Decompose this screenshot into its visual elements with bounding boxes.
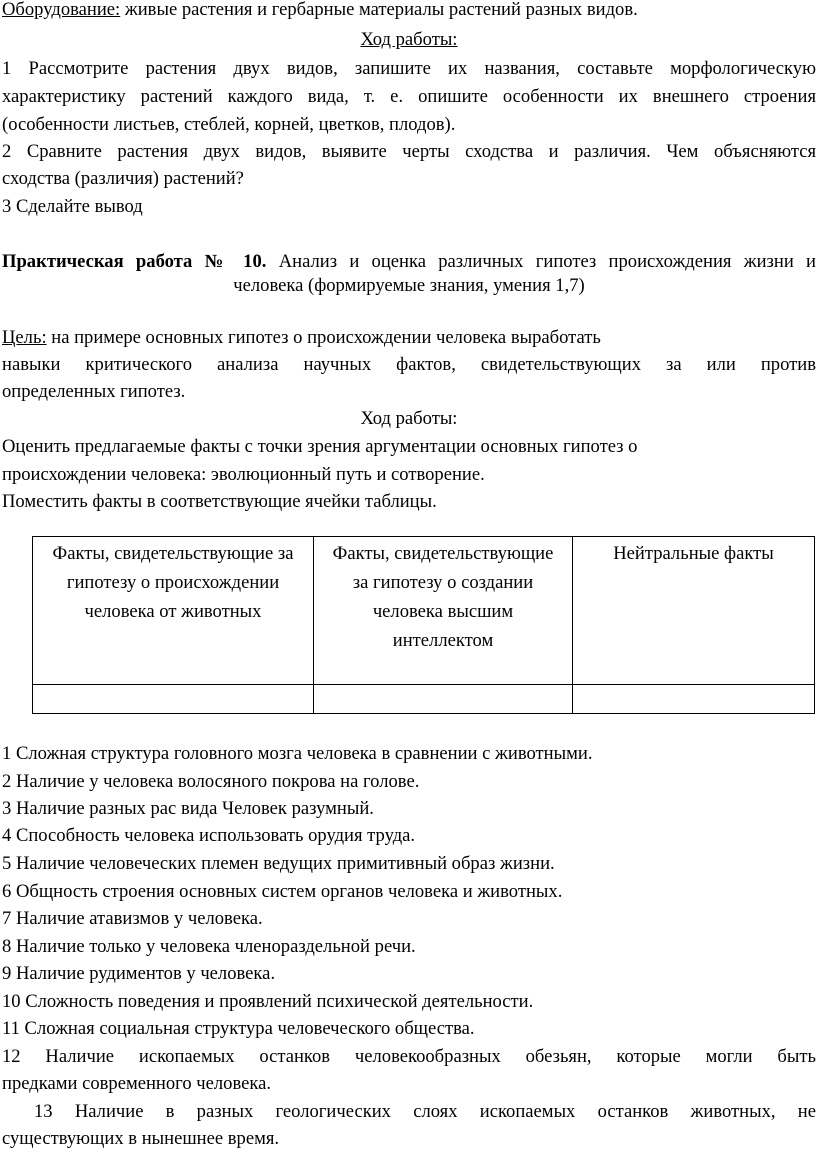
fact-item-9: 9 Наличие рудиментов у человека. (2, 963, 276, 984)
procedure-heading-1: Ход работы: (360, 29, 458, 50)
step3-line: 3 Сделайте вывод (2, 196, 143, 217)
fact-item-10: 10 Сложность поведения и проявлений психической деятельности. (2, 991, 534, 1012)
step1-line-1: 1 Рассмотрите растения двух видов, запишите их названия, составьте морфологическую (2, 58, 816, 79)
fact-item-4: 4 Способность человека использовать орудия труда. (2, 825, 416, 846)
fact-item-12-line-2: предками современного человека. (2, 1073, 272, 1094)
fact-item-5: 5 Наличие человеческих племен ведущих примитивный образ жизни. (2, 853, 555, 874)
table-row (33, 685, 815, 714)
goal-line-3: определенных гипотез. (2, 381, 186, 402)
practical-title-line-2: человека (формируемые знания, умения 1,7) (233, 275, 585, 296)
fact-item-6: 6 Общность строения основных систем органов человека и животных. (2, 881, 563, 902)
practical-title-rest: Анализ и оценка различных гипотез происхождения жизни и (266, 251, 816, 272)
step1-line-3: (особенности листьев, стеблей, корней, цветков, плодов). (2, 114, 456, 135)
procedure2-line-2: происхождении человека: эволюционный путь и сотворение. (2, 464, 485, 485)
goal-label: Цель: (2, 327, 47, 348)
facts-table (32, 536, 815, 714)
step2-line-2: сходства (различия) растений? (2, 168, 244, 189)
goal-line-2: навыки критического анализа научных фактов, свидетельствующих за или против (2, 354, 816, 375)
fact-item-12-line-1: 12 Наличие ископаемых останков человекообразных обезьян, которые могли быть (2, 1046, 816, 1067)
table-cell-neutral[interactable] (573, 685, 815, 714)
table-header-intellect: Факты, свидетельствующие за гипотезу о создании человека высшим интеллектом (314, 537, 573, 685)
table-header-row (33, 537, 815, 685)
equipment-label: Оборудование: (2, 0, 121, 20)
fact-item-2: 2 Наличие у человека волосяного покрова на голове. (2, 771, 420, 792)
step1-line-2: характеристику растений каждого вида, т. е. опишите особенности их внешнего строения (2, 86, 816, 107)
practical-title-bold: Практическая работа № 10. (2, 251, 267, 272)
fact-item-11: 11 Сложная социальная структура человеческого общества. (2, 1018, 475, 1039)
goal-line-1 (2, 325, 816, 351)
practical-title-line-1 (2, 249, 816, 275)
table-cell-intellect[interactable] (314, 685, 573, 714)
fact-item-7: 7 Наличие атавизмов у человека. (2, 908, 263, 929)
procedure2-line-3: Поместить факты в соответствующие ячейки таблицы. (2, 491, 437, 512)
table-header-animals: Факты, свидетельствующие за гипотезу о происхождении человека от животных (33, 537, 314, 685)
table-cell-animals[interactable] (33, 685, 314, 714)
goal-text: на примере основных гипотез о происхождении человека выработать (46, 327, 601, 348)
step2-line-1: 2 Сравните растения двух видов, выявите черты сходства и различия. Чем объясняются (2, 141, 816, 162)
procedure2-line-1: Оценить предлагаемые факты с точки зрения аргументации основных гипотез о (2, 436, 638, 457)
fact-item-13-line-2: существующих в нынешнее время. (2, 1128, 280, 1149)
table-header-neutral: Нейтральные факты (573, 537, 815, 685)
procedure-heading-2: Ход работы: (360, 408, 458, 429)
fact-item-8: 8 Наличие только у человека членораздельной речи. (2, 936, 416, 957)
equipment-text: живые растения и гербарные материалы растений разных видов. (120, 0, 638, 20)
fact-item-13-line-1: 13 Наличие в разных геологических слоях ископаемых останков животных, не (34, 1101, 816, 1122)
equipment-line (2, 0, 816, 23)
fact-item-1: 1 Сложная структура головного мозга человека в сравнении с животными. (2, 743, 593, 764)
fact-item-3: 3 Наличие разных рас вида Человек разумный. (2, 798, 374, 819)
